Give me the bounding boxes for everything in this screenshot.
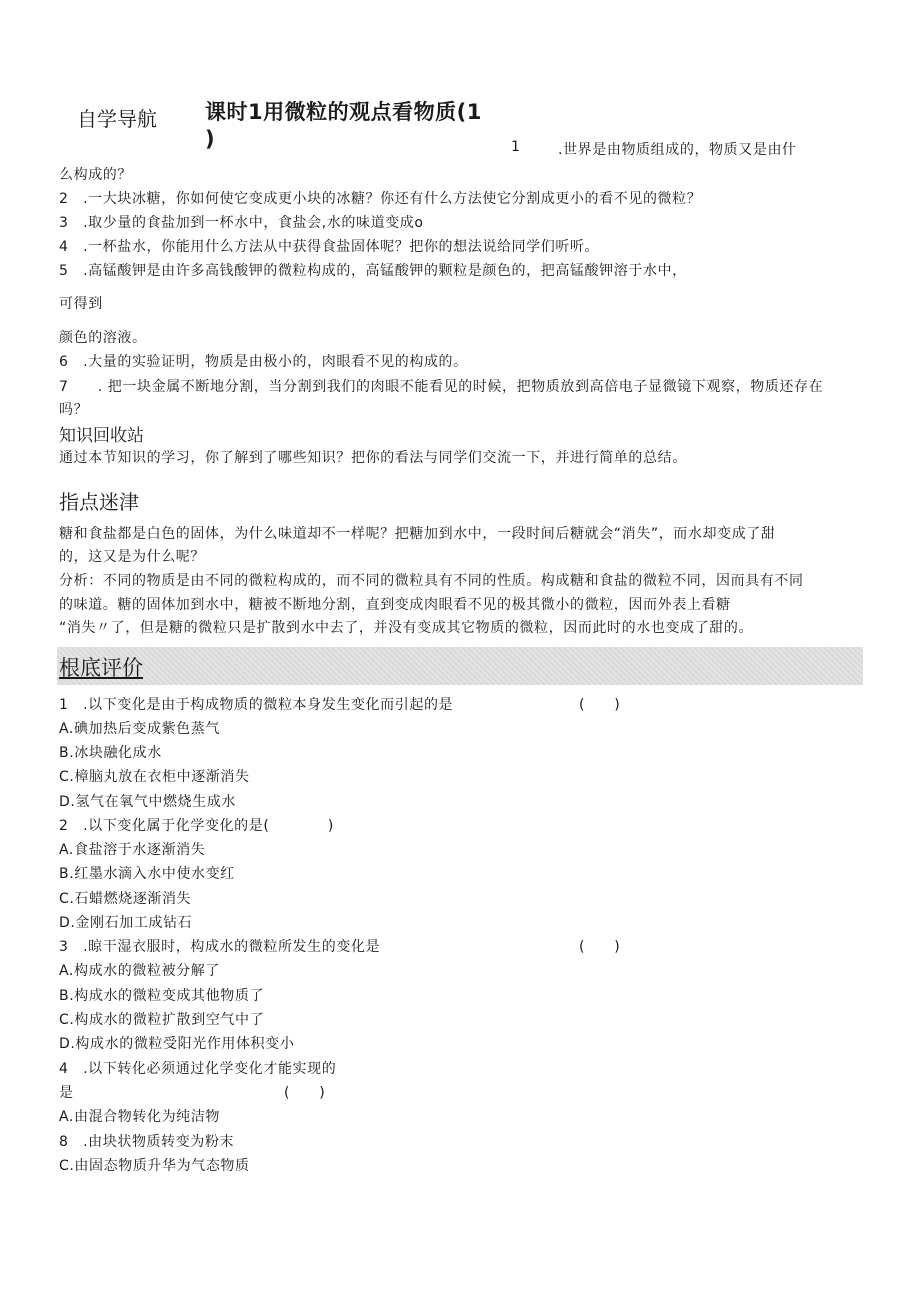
option: D.金刚石加工成钻石 (59, 915, 193, 931)
option: 8 .由块状物质转变为粉末 (59, 1134, 235, 1150)
option: A.由混合物转化为纯洁物 (59, 1109, 220, 1125)
section-heading-knowledge: 知识回收站 (59, 426, 144, 446)
section-label-self-study: 自学导航 (77, 107, 157, 131)
option: A.构成水的微粒被分解了 (59, 963, 220, 979)
option: C.樟脑丸放在衣柜中逐渐消失 (59, 769, 250, 785)
question-text: 1 .以下变化是由于构成物质的微粒本身发生变化而引起的是 (59, 697, 454, 713)
section-heading-guidance: 指点迷津 (59, 490, 139, 514)
paragraph: 分析：不同的物质是由不同的微粒构成的，而不同的微粒具有不同的性质。构成糖和食盐的微粒不同，因而具有不同 (59, 573, 804, 589)
question-text: 6 .大量的实验证明，物质是由极小的，肉眼看不见的构成的。 (59, 354, 468, 370)
option: C.石蜡燃烧逐渐消失 (59, 891, 192, 907)
question-text: 2 .以下变化属于化学变化的是( ) (59, 818, 334, 834)
option: C.由固态物质升华为气态物质 (59, 1158, 250, 1174)
question-text: 是 (59, 1085, 74, 1101)
option: A.碘加热后变成紫色蒸气 (59, 721, 220, 737)
question-text: 吗？ (59, 402, 89, 418)
answer-blank: ( ) (579, 939, 621, 955)
question-text: 2 .一大块冰糖，你如何使它变成更小块的冰糖？你还有什么方法使它分割成更小的看不见的微粒？ (59, 191, 702, 207)
option: D.氢气在氧气中燃烧生成水 (59, 794, 237, 810)
question-text: 么构成的？ (59, 167, 132, 183)
section-heading-evaluation: 根底评价 (59, 656, 143, 680)
option: B.冰块融化成水 (59, 745, 162, 761)
paragraph: 的味道。糖的固体加到水中，糖被不断地分割，直到变成肉眼看不见的极其微小的微粒，因而外表上看糖 (59, 597, 731, 613)
option: C.构成水的微粒扩散到空气中了 (59, 1012, 265, 1028)
answer-blank: ( ) (284, 1085, 326, 1101)
option: A.食盐溶于水逐渐消失 (59, 842, 206, 858)
paragraph: 的，这又是为什么呢？ (59, 549, 205, 565)
paragraph: 通过本节知识的学习，你了解到了哪些知识？把你的看法与同学们交流一下，并进行简单的总结。 (59, 450, 687, 466)
option: B.红墨水滴入水中使水变红 (59, 866, 235, 882)
question-text: 颜色的溶液。 (59, 330, 147, 346)
question-text: 可得到 (59, 296, 103, 312)
question-text: 7 . 把一块金属不断地分割，当分割到我们的肉眼不能看见的时候，把物质放到高倍电子显微镜下观察，物质还存在 (59, 379, 824, 395)
answer-blank: ( ) (579, 697, 621, 713)
question-text: 4 .以下转化必须通过化学变化才能实现的 (59, 1061, 337, 1077)
page-title-cont: ) (205, 127, 216, 151)
question-text: 5 .高锰酸钾是由许多高钱酸钾的微粒构成的，高锰酸钾的颗粒是颜色的，把高锰酸钾溶于水中， (59, 263, 687, 279)
question-text: 3 .晾干湿衣服时，构成水的微粒所发生的变化是 (59, 939, 381, 955)
option: D.构成水的微粒受阳光作用体积变小 (59, 1036, 295, 1052)
option: B.构成水的微粒变成其他物质了 (59, 988, 265, 1004)
section-banner (57, 647, 863, 685)
paragraph: 糖和食盐都是白色的固体，为什么味道却不一样呢？把糖加到水中，一段时间后糖就会“消失”，而水却变成了甜 (59, 526, 776, 542)
question-text: 4 .一杯盐水，你能用什么方法从中获得食盐固体呢？把你的想法说给同学们听听。 (59, 239, 600, 255)
paragraph: “消失〃了，但是糖的微粒只是扩散到水中去了，并没有变成其它物质的微粒，因而此时的水也变成了甜的。 (59, 620, 754, 636)
question-text: 3 .取少量的食盐加到一杯水中，食盐会,水的味道变成o (59, 215, 424, 231)
question-number: 1 (511, 139, 521, 155)
question-text: .世界是由物质组成的，物质又是由什 (558, 142, 797, 158)
page-title: 课时1用微粒的观点看物质(1 (205, 100, 482, 124)
